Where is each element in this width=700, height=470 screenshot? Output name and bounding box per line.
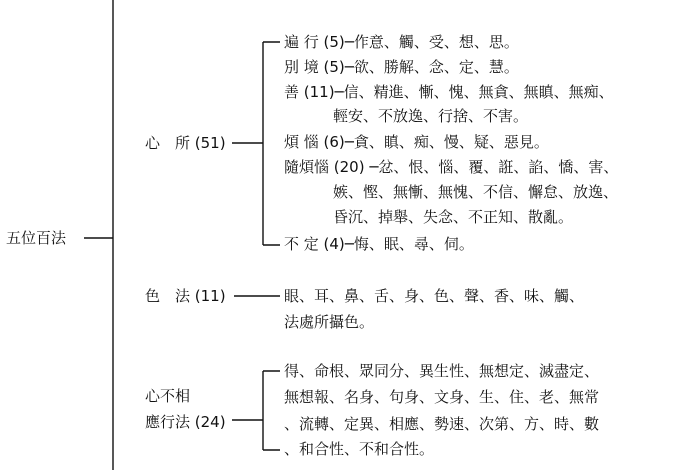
xinsuo-row-2: 別 境 (5)─欲、勝解、念、定、慧。 (284, 58, 519, 76)
xinsuo-label: 心 所 (51) (145, 134, 226, 152)
xinsuo-row-1: 遍 行 (5)─作意、觸、受、想、思。 (284, 33, 519, 51)
root-label: 五位百法 (6, 229, 67, 247)
xinsuo-row-7: 嫉、慳、無慚、無愧、不信、懈怠、放逸、 (333, 183, 619, 201)
sefa-label: 色 法 (11) (145, 287, 226, 305)
xbxy-label-line1: 心不相 (145, 387, 191, 405)
xbxy-row-3: 、流轉、定異、相應、勢速、次第、方、時、數 (284, 415, 600, 433)
xbxy-row-4: 、和合性、不和合性。 (284, 440, 435, 458)
xinsuo-row-8: 昏沉、掉舉、失念、不正知、散亂。 (333, 208, 574, 226)
xinsuo-row-9: 不 定 (4)─悔、眠、尋、伺。 (284, 235, 474, 253)
xbxy-row-1: 得、命根、眾同分、異生性、無想定、滅盡定、 (284, 362, 600, 380)
xbxy-row-2: 無想報、名身、句身、文身、生、住、老、無常 (284, 388, 600, 406)
xbxy-label-line2: 應行法 (24) (145, 413, 226, 431)
xinsuo-row-6: 隨煩惱 (20) ─忿、恨、惱、覆、誑、諂、憍、害、 (284, 158, 619, 176)
xinsuo-row-3: 善 (11)─信、精進、慚、愧、無貪、無瞋、無痴、 (284, 83, 614, 101)
sefa-row-1: 眼、耳、鼻、舌、身、色、聲、香、味、觸、 (284, 287, 585, 305)
xinsuo-row-4: 輕安、不放逸、行捨、不害。 (333, 107, 529, 125)
xinsuo-row-5: 煩 惱 (6)─貪、瞋、痴、慢、疑、惡見。 (284, 133, 549, 151)
sefa-row-2: 法處所攝色。 (284, 313, 375, 331)
